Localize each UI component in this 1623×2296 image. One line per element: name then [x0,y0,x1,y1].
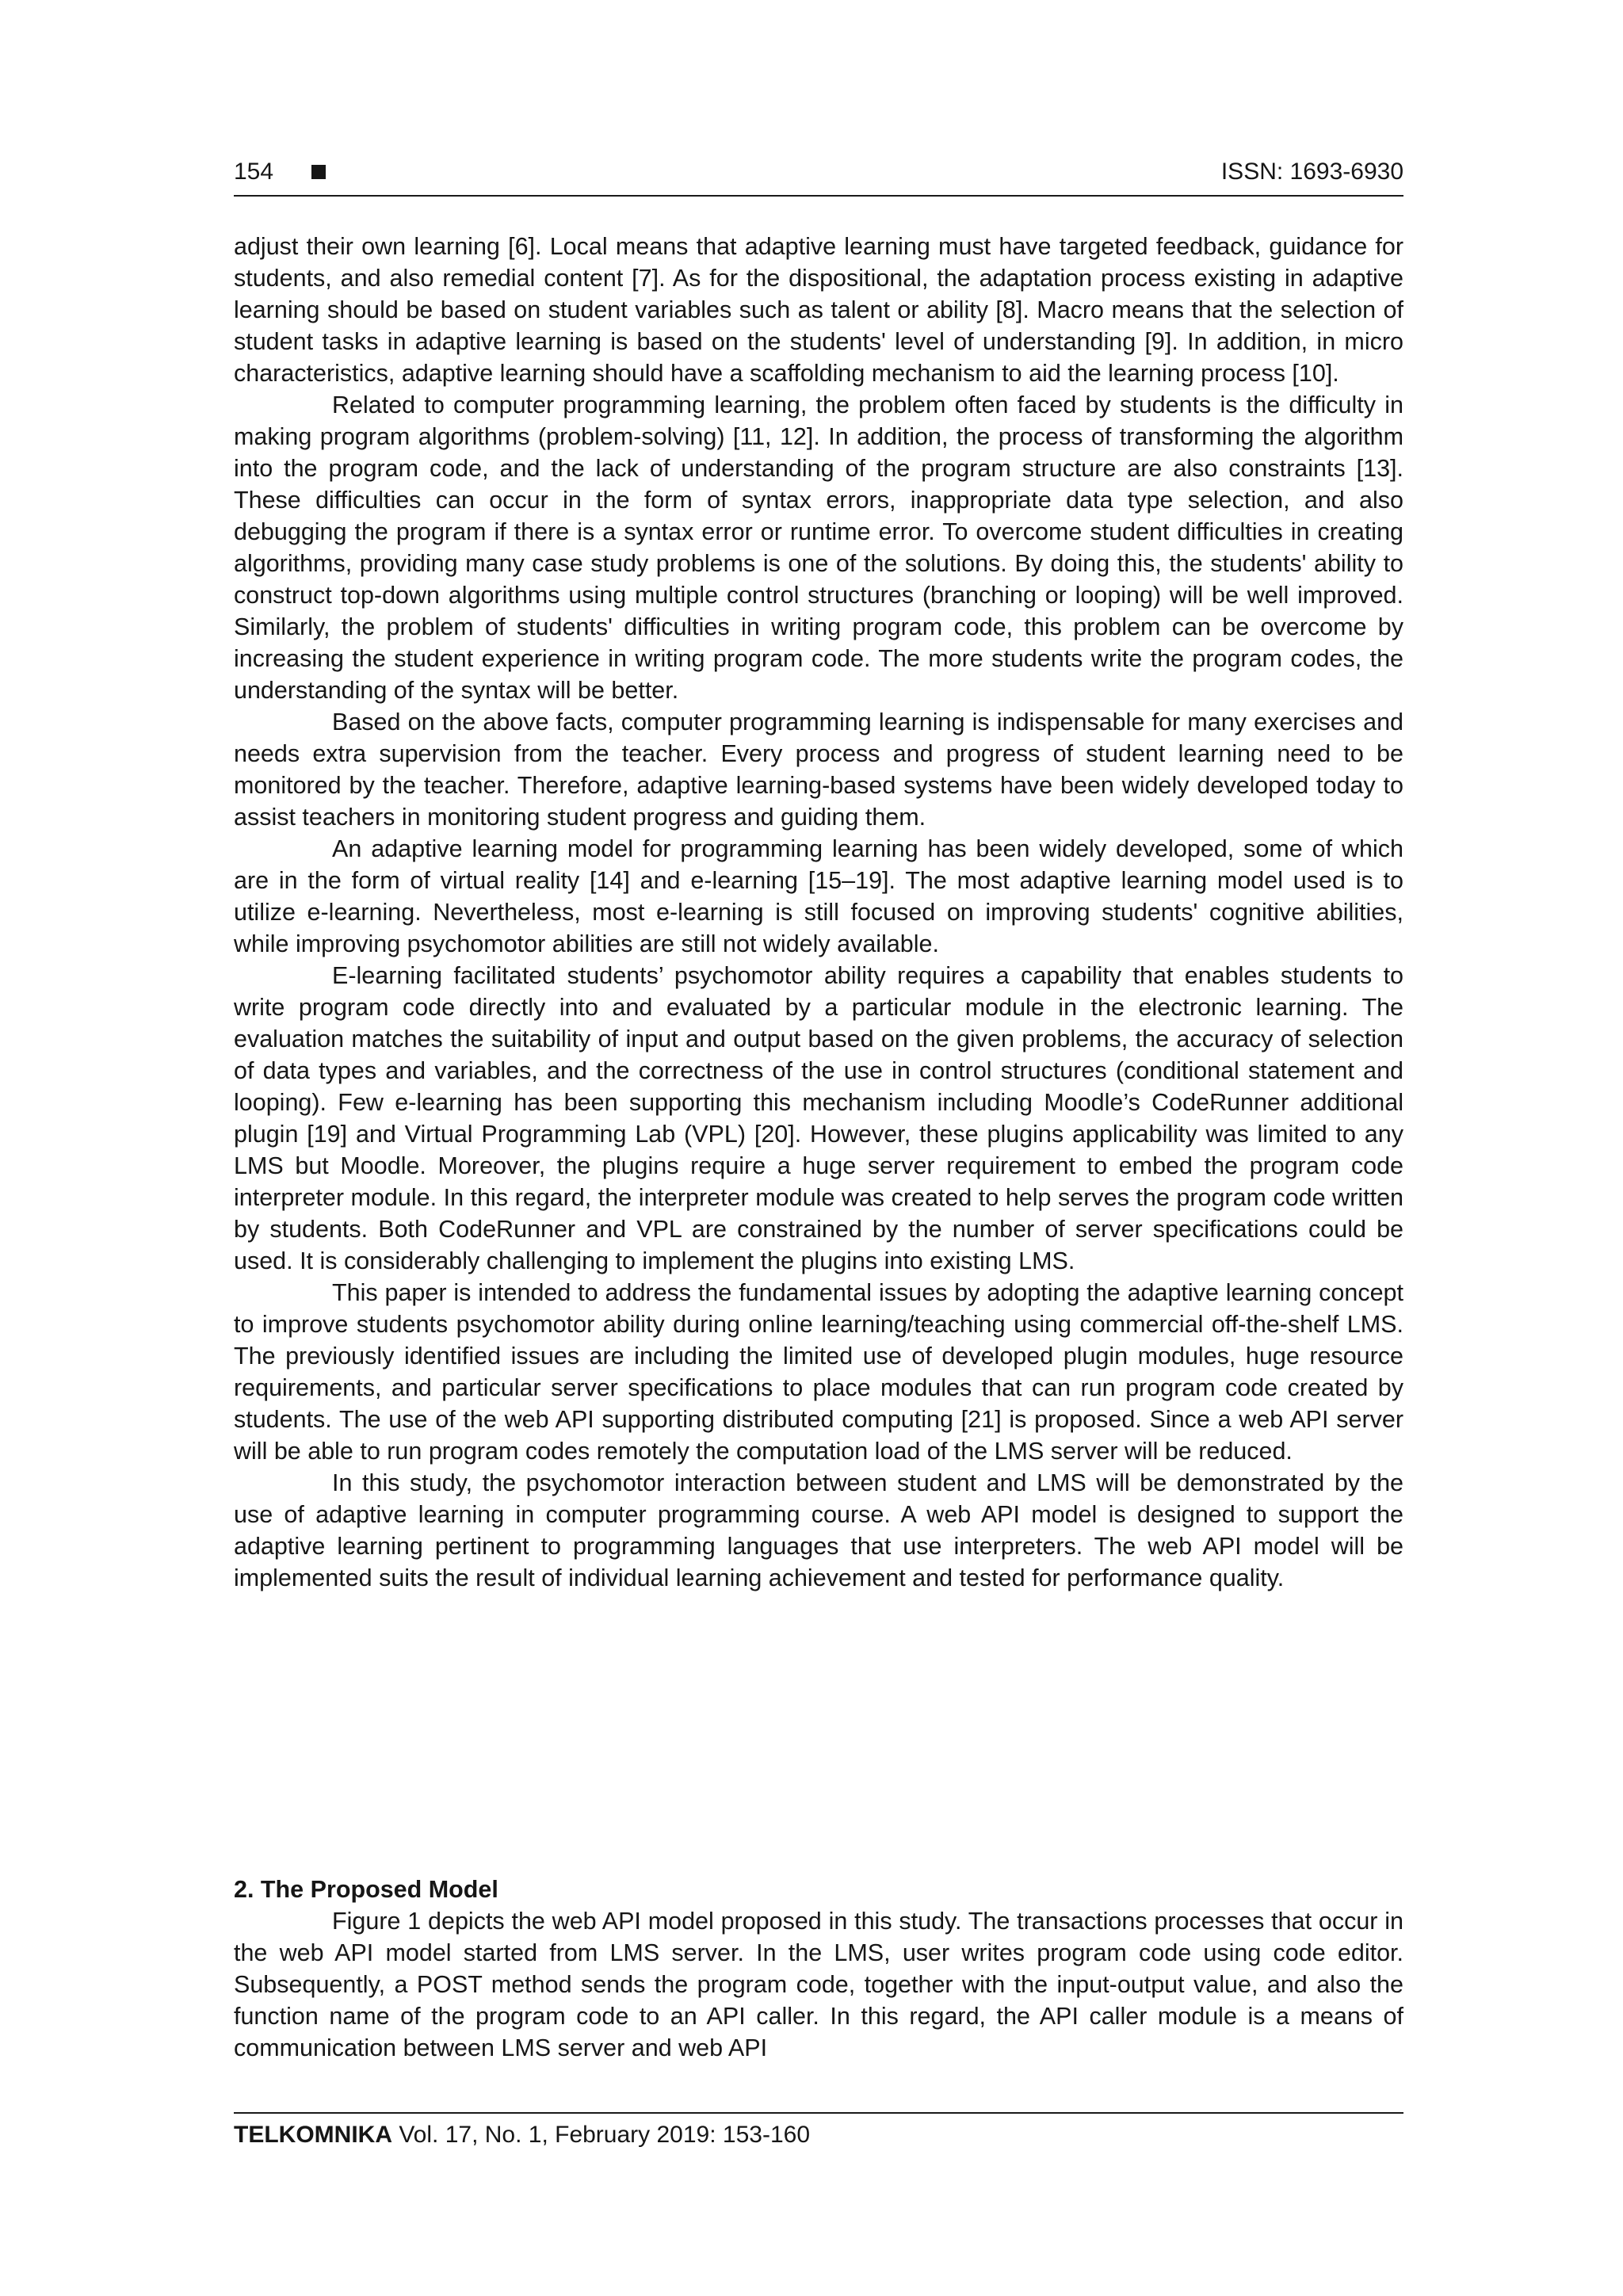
paragraph-4: An adaptive learning model for programming learning has been widely developed, some of which are in the form of virtual reality [14] and e-learning [15–19]. The most adaptive learning model used is to utilize e-learning. Nevertheless, most e-learning is still focused on improving students' cognitive abilities, while improving psychomotor abilities are still not widely available. [234,835,1403,957]
journal-name: TELKOMNIKA [234,2122,392,2148]
issn-label: ISSN: 1693-6930 [1220,159,1403,185]
page-footer [234,2112,1403,2149]
paragraph-2: Related to computer programming learning, the problem often faced by students is the difficulty in making program algorithms (problem-solving) [11, 12]. In addition, the process of transforming the algorithm into the program code, and the lack of understanding of the program structure are also constraints [13]. These difficulties can occur in the form of syntax errors, inappropriate data type selection, and also debugging the program if there is a syntax error or runtime error. To overcome student difficulties in creating algorithms, providing many case study problems is one of the solutions. By doing this, the students' ability to construct top-down algorithms using multiple control structures (branching or looping) will be well improved. Similarly, the problem of students' difficulties in writing program code, this problem can be overcome by increasing the student experience in writing program code. The more students write the program codes, the understanding of the syntax will be better. [234,392,1403,704]
journal-citation: Vol. 17, No. 1, February 2019: 153-160 [399,2122,810,2148]
paragraph-6: This paper is intended to address the fundamental issues by adopting the adaptive learning concept to improve students psychomotor ability during online learning/teaching using commercial off-the-shelf LMS. The previously identified issues are including the limited use of developed plugin modules, huge resource requirements, and particular server specifications to place modules that can run program code created by students. The use of the web API supporting distributed computing [21] is proposed. Since a web API server will be able to run program codes remotely the computation load of the LMS server will be reduced. [234,1279,1403,1465]
body-text [234,231,1403,1594]
paragraph-7: In this study, the psychomotor interaction between student and LMS will be demonstrated by the use of adaptive learning in computer programming course. A web API model is designed to support the adaptive learning pertinent to programming languages that use interpreters. The web API model will be implemented suits the result of individual learning achievement and tested for performance quality. [234,1469,1403,1591]
page-header [234,155,1403,197]
section-heading: 2. The Proposed Model [234,1876,498,1903]
paragraph-1: adjust their own learning [6]. Local means that adaptive learning must have targeted feedback, guidance for students, and also remedial content [7]. As for the dispositional, the adaptation process existing in adaptive learning should be based on student variables such as talent or ability [8]. Macro means that the selection of student tasks in adaptive learning is based on the students' level of understanding [9]. In addition, in micro characteristics, adaptive learning should have a scaffolding mechanism to aid the learning process [10]. [234,233,1403,387]
paragraph-3: Based on the above facts, computer programming learning is indispensable for many exercises and needs extra supervision from the teacher. Every process and progress of student learning need to be monitored by the teacher. Therefore, adaptive learning-based systems have been widely developed today to assist teachers in monitoring student progress and guiding them. [234,709,1403,831]
section-text [234,1905,1403,2064]
page-number: 154 [234,159,274,185]
section-paragraph: Figure 1 depicts the web API model proposed in this study. The transactions processes that occur in the web API model started from LMS server. In the LMS, user writes program code using code editor. Subsequently, a POST method sends the program code, together with the input-output value, and also the function name of the program code to an API caller. In this regard, the API caller module is a means of communication between LMS server and web API [234,1908,1403,2061]
paragraph-5: E-learning facilitated students’ psychomotor ability requires a capability that enables students to write program code directly into and evaluated by a particular module in the electronic learning. The evaluation matches the suitability of input and output based on the given problems, the accuracy of selection of data types and variables, and the correctness of the use in control structures (conditional statement and looping). Few e-learning has been supporting this mechanism including Moodle’s CodeRunner additional plugin [19] and Virtual Programming Lab (VPL) [20]. However, these plugins applicability was limited to any LMS but Moodle. Moreover, the plugins require a huge server requirement to embed the program code interpreter module. In this regard, the interpreter module was created to help serves the program code written by students. Both CodeRunner and VPL are constrained by the number of server specifications could be used. It is considerably challenging to implement the plugins into existing LMS. [234,962,1403,1274]
header-square-icon [311,165,326,179]
